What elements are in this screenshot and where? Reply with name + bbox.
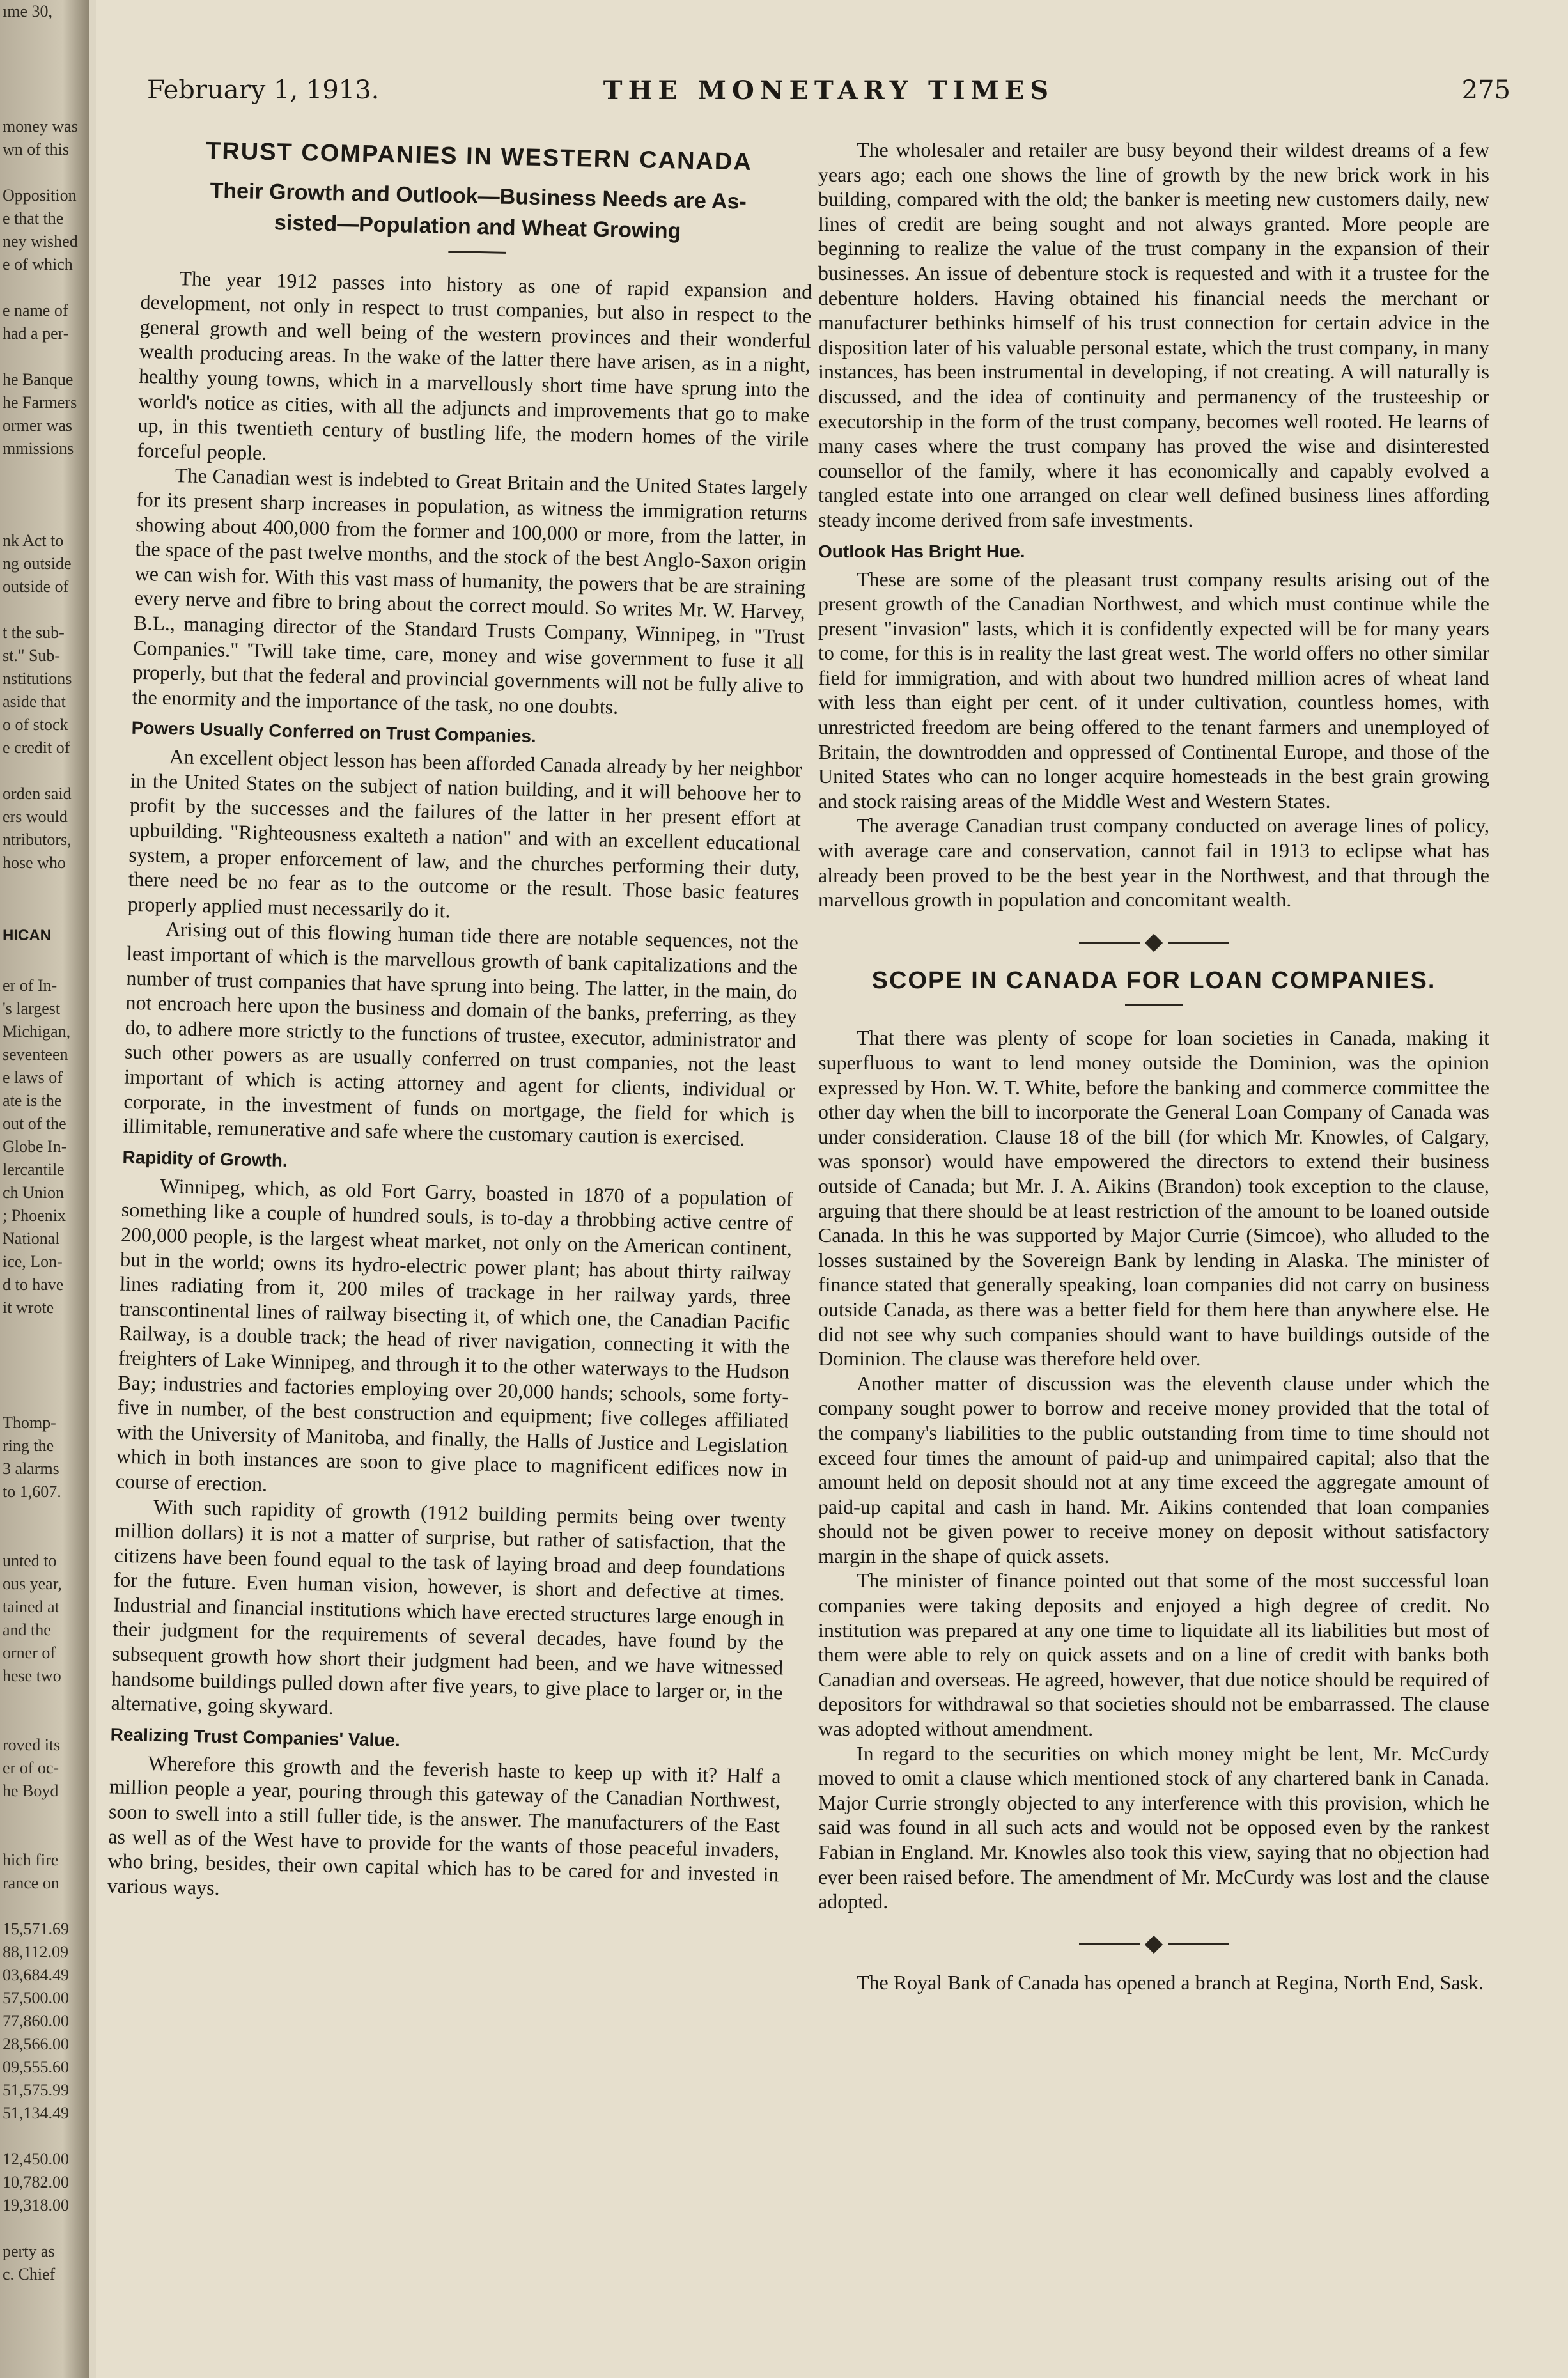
gutter-line: 's largest [3, 999, 61, 1018]
gutter-line: hich fire [3, 1851, 59, 1869]
gutter-line: he Boyd [3, 1782, 59, 1800]
article-title: SCOPE IN CANADA FOR LOAN COMPANIES. [871, 967, 1436, 994]
gutter-line: Michigan, [3, 1022, 71, 1041]
bank-notice: The Royal Bank of Canada has opened a branch at Regina, North End, Sask. [857, 1970, 1484, 1994]
paragraph: Winnipeg, which, as old Fort Garry, boasted in 1870 of a population of something like a couple of hundred souls, is to-day a throbbing active centre of 200,000 people, is the largest wheat market, not only on the American continent, but in the world; owns its hydro-electric power plant; has about thirty railway lines radiating from it, 200 miles of trackage in her railway yards, three transcontinental lines of railway bisecting it, of which one, the Canadian Pacific Railway, is a double track; the head of river navigation, connecting it with the freighters of Lake Winnipeg, and through it to the other waterways to the Hudson Bay; industries and factories employing over 20,000 hands; schools, some forty-five in number, of the best construction and equipment; five colleges affiliated with the University of Manitoba, and finally, the Halls of Justice and Legislation which in both instances are soon to give place to magnificent edifices now in course of erection. [115, 1174, 793, 1496]
gutter-line: ring the [3, 1436, 54, 1455]
article-subtitle [142, 174, 814, 249]
gutter-line: aside that [3, 692, 66, 711]
gutter-line: hese two [3, 1667, 61, 1685]
issue-date: February 1, 1913. [147, 75, 380, 105]
gutter-line: HICAN [3, 927, 51, 944]
gutter-line: nk Act to [3, 531, 64, 550]
ornament-divider [818, 1938, 1489, 1951]
gutter-line [0, 1342, 89, 1365]
gutter-line [0, 460, 89, 483]
gutter-line: 19,318.00 [3, 2196, 69, 2214]
paragraph: The wholesaler and retailer are busy beyond their wildest dreams of a few years ago; each one shows the line of growth by the new brick work in his building, compared with the old; the banker is meeting new customers daily, new lines of credit are being sought and not always granted. More people are beginning to realize the value of the trust company in the expansion of their businesses. An issue of debenture stock is requested and with it a trustee for the debenture holders. Having obtained his financial needs the merchant or manufacturer bethinks himself of his trust connection for certain advice in the disposition later of his valuable personal estate, which the trust company, in many instances, has been instrumental in developing, if not creating. A will naturally is discussed, and the idea of continuity and permanency of the trusteeship or executorship in the form of the trust company, becomes well rooted. He learns of many cases where the trust company has proved the wise and disinterested counsellor of the family, where it has economically and capably evolved a tangled estate into one arranged on clear well defined business lines affording steady income derived from safe investments. [818, 138, 1489, 531]
diamond-ornament-icon [1145, 1936, 1163, 1954]
gutter-line: money was [3, 117, 78, 136]
gutter-line: mmissions [3, 439, 74, 458]
gutter-line: ch Union [3, 1183, 65, 1202]
gutter-line: er of oc- [3, 1759, 59, 1777]
gutter-line: out of the [3, 1114, 66, 1133]
title-rule [1125, 1004, 1183, 1006]
gutter-line: Globe In- [3, 1137, 67, 1156]
gutter-line [0, 161, 89, 184]
paragraph: These are some of the pleasant trust company results arising out of the present growth of the Canadian Northwest, and which must continue while the present "invasion" lasts, which it is confidently expected will be for many years to come, for this is in reality the last great west. The world offers no other similar field for immigration, and with about two hundred million acres of wheat land with less than eight per cent. of it under cultivation, countless homes, with unrestricted freedom are being offered to the tenant farmers and unemployed of Britain, the downtrodden and oppressed of Continental Europe, and those of the United States who can no longer acquire homesteads in the best grain growing and stock raising areas of the Middle West and Western States. [818, 567, 1489, 812]
masthead-title: THE MONETARY TIMES [603, 75, 1055, 105]
page-number: 275 [1461, 75, 1510, 105]
gutter-line: e of which [3, 255, 73, 274]
newspaper-page [96, 0, 1568, 2378]
section-heading: Realizing Trust Companies' Value. [110, 1724, 401, 1750]
paragraph: The year 1912 passes into history as one of rapid expansion and development, not only in respect to trust companies, but also in respect to the general growth and well being of the western provinces and their wonderful wealth producing areas. In the wake of the latter there have arisen, as in a night, healthy young towns, which in a marvellously short time have sprung into the world's notice as cities, with all the adjuncts and improvements that go to make up, in this twentieth century of bustling life, the modern homes of the virile forceful people. [137, 266, 812, 464]
gutter-line [0, 1803, 89, 1826]
left-column [107, 137, 814, 1912]
gutter-line: rance on [3, 1874, 59, 1892]
section-heading: Outlook Has Bright Hue. [818, 541, 1025, 561]
section-heading: Powers Usually Conferred on Trust Companies. [131, 718, 537, 747]
gutter-line: ormer was [3, 416, 73, 435]
subtitle-line-2: sisted—Population and Wheat Growing [274, 210, 681, 244]
gutter-line [0, 2217, 89, 2240]
gutter-line [0, 1826, 89, 1849]
gutter-line: d to have [3, 1275, 64, 1294]
gutter-line: er of In- [3, 976, 58, 995]
gutter-line: ice, Lon- [3, 1252, 63, 1271]
gutter-line [0, 874, 89, 898]
paragraph: Wherefore this growth and the feverish haste to keep up with it? Half a million people a year, pouring through this gateway of the Canadian Northwest, soon to swell into a still fuller tide, is the answer. The manufacturers of the East as well as of the West have to provide for the wants of those peaceful invaders, who bring, besides, their own capital which has to be cared for and invested in various ways. [107, 1751, 781, 1899]
gutter-line [0, 1504, 89, 1527]
paragraph: Arising out of this flowing human tide there are notable sequences, not the least important of which is the marvellous growth of bank capitalizations and the number of trust companies that have sprung into being. The latter, in the main, do not encroach here upon the business and domain of the banks, preferring, as they do, to adhere more strictly to the functions of trustee, executor, administrator and such other powers as are usually conferred on trust companies, not the least important of which is acting attorney and agent for clients, individual or corporate, in the investment of funds on mortgage, the field for which is illimitable, remunerative and safe where the customary caution is exercised. [123, 917, 799, 1151]
gutter-line [0, 1895, 89, 1918]
gutter-line: 28,566.00 [3, 2035, 69, 2053]
paragraph: An excellent object lesson has been afforded Canada already by her neighbor in the United States on the subject of nation building, and it will behoove her to profit by the successes and the failures of the latter in her present effort at upbuilding. "Righteousness exalteth a nation" and with an excellent educational system, a proper enforcement of law, and the churches performing their duty, there need be no fear as to the outcome or the result. Those basic features properly applied must necessarily do it. [127, 745, 802, 922]
gutter-line [0, 951, 89, 974]
gutter-line: st." Sub- [3, 646, 61, 665]
gutter-line: ; Phoenix [3, 1206, 66, 1225]
section-heading: Rapidity of Growth. [122, 1147, 288, 1170]
gutter-line: 51,575.99 [3, 2081, 69, 2099]
gutter-line: orden said [3, 784, 72, 803]
gutter-line: ıme 30, [3, 2, 52, 20]
gutter-line: he Banque [3, 370, 74, 389]
gutter-line [0, 506, 89, 529]
gutter-line: to 1,607. [3, 1482, 61, 1501]
gutter-line: ntributors, [3, 830, 72, 849]
gutter-line [0, 598, 89, 621]
gutter-line: 15,571.69 [3, 1920, 69, 1938]
gutter-line: 88,112.09 [3, 1943, 69, 1961]
diamond-ornament-icon [1145, 934, 1163, 952]
gutter-line: ng outside [3, 554, 72, 573]
gutter-line [0, 1711, 89, 1734]
gutter-line: and the [3, 1620, 51, 1639]
gutter-line: he Farmers [3, 393, 77, 412]
paragraph: The minister of finance pointed out that some of the most successful loan companies were taking deposits and enjoyed a high degree of credit. No institution was prepared at any one time to liquidate all its liabilities but most of them were able to rely on quick assets and on a line of credit with banks both Canadian and overseas. He agreed, however, that due notice should be required of depositors for withdrawal so that societies should not be embarrassed. The clause was adopted without amendment. [818, 1569, 1489, 1741]
gutter-line: ney wished [3, 232, 78, 251]
gutter-line: tained at [3, 1597, 59, 1616]
paragraph: The Canadian west is indebted to Great Britain and the United States largely for its present sharp increases in population, as witness the immigration returns showing about 400,000 from the former and 100,000 or more, from the latter, in the space of the past twelve months, and the stock of the best Anglo-Saxon origin we can wish for. With this vast mass of humanity, the powers that be are straining every nerve and fibre to bring about the correct mould. So writes Mr. W. Harvey, B.L., managing director of the Standard Trusts Company, Winnipeg, in "Trust Companies." 'Twill take time, care, money and wise government to fuse it all properly, but that the federal and provincial governments will not be fully alive to the enormity and the importance of the task, no one doubts. [132, 463, 809, 719]
gutter-line [0, 345, 89, 368]
paragraph: Another matter of discussion was the eleventh clause under which the company sought power to borrow and receive money provided that the total of the company's liabilities to the public outstanding from time to time should not exceed four times the amount of paid-up and unimpaired capital; also that the amount held on deposit should not at any time exceed the aggregate amount of paid-up capital and cash in hand. Mr. Aikins contended that loan companies should not be given power to receive money on deposit without satisfactory margin in the shape of quick assets. [818, 1371, 1489, 1567]
paragraph: With such rapidity of growth (1912 building permits being over twenty million dollars) it is not a matter of surprise, but rather of satisfaction, that the citizens have been found equal to the task of laying broad and deep foundations for the future. Even human vision, however, is short and defective at times. Industrial and financial institutions which have erected structures large enough in their judgment for the requirements of several decades, have found by the subsequent growth how short their judgment had been, and we have witnessed handsome buildings pulled down after five years, to give place to larger or, in the alternative, going skyward. [111, 1495, 787, 1720]
gutter-line: o of stock [3, 715, 68, 734]
gutter-line: ers would [3, 807, 68, 826]
gutter-line: 77,860.00 [3, 2012, 69, 2030]
gutter-line [0, 1319, 89, 1342]
gutter-line: 09,555.60 [3, 2058, 69, 2076]
gutter-line [0, 759, 89, 782]
gutter-line: e that the [3, 209, 64, 228]
adjacent-page-gutter [0, 0, 89, 2378]
gutter-line: 03,684.49 [3, 1966, 69, 1984]
gutter-line: nstitutions [3, 669, 72, 688]
gutter-line [0, 1365, 89, 1388]
right-column [818, 137, 1489, 1994]
gutter-line: orner of [3, 1644, 56, 1662]
gutter-line: hose who [3, 853, 66, 872]
gutter-line: had a per- [3, 324, 69, 343]
gutter-line: ous year, [3, 1574, 62, 1593]
subtitle-line-1: Their Growth and Outlook—Business Needs are As- [210, 178, 747, 214]
gutter-line: e name of [3, 301, 68, 320]
gutter-line: 57,500.00 [3, 1989, 69, 2007]
gutter-line: it wrote [3, 1298, 54, 1317]
gutter-line: wn of this [3, 140, 69, 159]
gutter-line [0, 898, 89, 921]
running-head [147, 75, 1510, 114]
gutter-line: National [3, 1229, 60, 1248]
gutter-line: t the sub- [3, 623, 65, 642]
gutter-line: roved its [3, 1736, 61, 1754]
gutter-line [0, 276, 89, 299]
gutter-line [0, 69, 89, 92]
gutter-line: Opposition [3, 186, 77, 205]
gutter-line: outside of [3, 577, 69, 596]
ornament-divider [818, 936, 1489, 949]
gutter-line [0, 46, 89, 69]
gutter-line: ate is the [3, 1091, 62, 1110]
paragraph: That there was plenty of scope for loan societies in Canada, making it superfluous to want to lend money outside the Dominion, was the opinion expressed by Hon. W. T. White, before the banking and commerce committee the other day when the bill to incorporate the General Loan Company of Canada was under consideration. Clause 18 of the bill (for which Mr. Knowles, of Calgary, was sponsor) would have empowered the directors to extend their business outside of Canada; but Mr. J. A. Aikins (Brandon) took exception to the clause, arguing that there should be at least restriction of the amount to be loaned outside Canada. In this he was supported by Major Currie (Simcoe), who alluded to the losses sustained by the Sovereign Bank by lending in Alaska. The minister of finance stated that generally speaking, loan companies did not carry on business outside Canada, as there was a better field for them here than anywhere else. He did not see why such companies should want to have buildings outside of the Dominion. The clause was therefore held over. [818, 1026, 1489, 1371]
gutter-line: 10,782.00 [3, 2173, 69, 2191]
gutter-line [0, 483, 89, 506]
gutter-line: seventeen [3, 1045, 68, 1064]
gutter-line: lercantile [3, 1160, 65, 1179]
gutter-line: e laws of [3, 1068, 63, 1087]
gutter-line [0, 92, 89, 115]
gutter-line: 12,450.00 [3, 2150, 69, 2168]
gutter-line [0, 2125, 89, 2148]
gutter-line: 3 alarms [3, 1459, 59, 1478]
gutter-line: e credit of [3, 738, 70, 757]
paragraph: In regard to the securities on which money might be lent, Mr. McCurdy moved to omit a clause which mentioned stock of any chartered bank in Canada. Major Currie strongly objected to any interference with this provision, which he said was found in all such acts and would not be opposed even by the rankest Fabian in England. Mr. Knowles also took this view, saying that no objection had ever been raised before. The amendment of Mr. McCurdy was lost and the clause adopted. [818, 1741, 1489, 1913]
gutter-line [0, 1388, 89, 1411]
article-title: TRUST COMPANIES IN WESTERN CANADA [205, 137, 753, 176]
title-rule [448, 251, 506, 254]
gutter-line: 51,134.49 [3, 2104, 69, 2122]
gutter-text [0, 0, 89, 2286]
gutter-line: Thomp- [3, 1413, 56, 1432]
gutter-line: perty as [3, 2242, 55, 2260]
paragraph: The average Canadian trust company conducted on average lines of policy, with average care and conservation, cannot fail in 1913 to eclipse what has already been proved to be the best year in the Northwest, and that through the marvellous growth in population and concomitant wealth. [818, 814, 1489, 912]
gutter-line: c. Chief [3, 2265, 56, 2283]
gutter-line [0, 1527, 89, 1550]
gutter-line [0, 1688, 89, 1711]
gutter-line [0, 23, 89, 46]
gutter-line: unted to [3, 1551, 57, 1570]
